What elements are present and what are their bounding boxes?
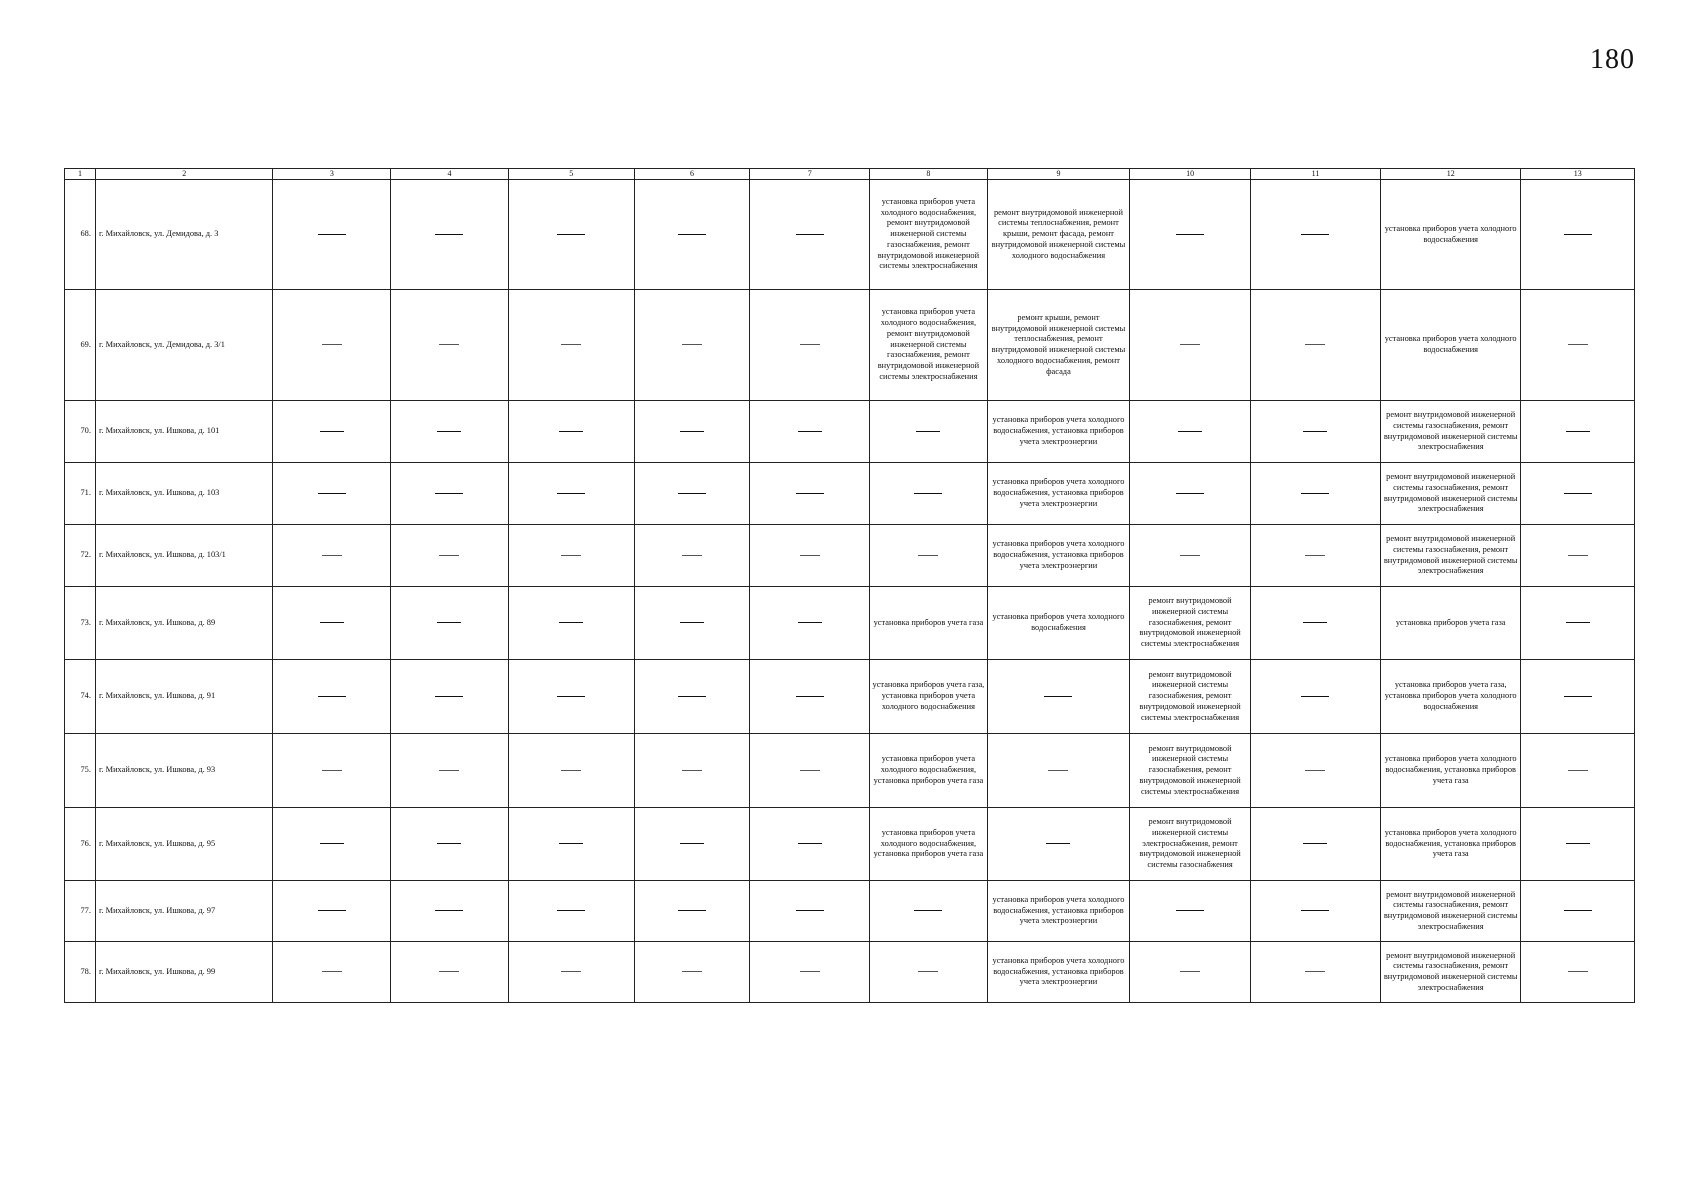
empty-dash-cell xyxy=(750,290,870,401)
empty-dash-cell xyxy=(273,734,391,808)
dash-mark xyxy=(561,344,581,345)
dash-mark xyxy=(1180,971,1200,972)
dash-mark xyxy=(320,431,344,432)
dash-mark xyxy=(918,555,938,556)
empty-dash-cell xyxy=(1521,401,1635,463)
table-row xyxy=(65,942,1635,1003)
column-header-6: 6 xyxy=(634,169,750,180)
address-cell: г. Михайловск, ул. Ишкова, д. 89 xyxy=(95,587,273,660)
empty-dash-cell xyxy=(750,881,870,942)
empty-dash-cell xyxy=(1130,180,1251,290)
address-cell: г. Михайловск, ул. Ишкова, д. 91 xyxy=(95,660,273,734)
dash-mark xyxy=(559,431,583,432)
dash-mark xyxy=(680,622,704,623)
dash-mark xyxy=(318,910,346,911)
dash-mark xyxy=(800,971,820,972)
row-number: 77. xyxy=(65,881,96,942)
dash-mark xyxy=(1305,344,1325,345)
page-number: 180 xyxy=(1590,44,1635,75)
address-cell: г. Михайловск, ул. Демидова, д. 3/1 xyxy=(95,290,273,401)
empty-dash-cell xyxy=(1130,525,1251,587)
dash-mark xyxy=(1044,696,1072,697)
address-cell: г. Михайловск, ул. Демидова, д. 3 xyxy=(95,180,273,290)
work-description-cell: ремонт внутридомовой инженерной системы газоснабжения, ремонт внутридомовой инженерной системы электроснабжения xyxy=(1381,463,1521,525)
empty-dash-cell xyxy=(273,587,391,660)
empty-dash-cell xyxy=(634,734,750,808)
dash-mark xyxy=(1305,555,1325,556)
table-row xyxy=(65,401,1635,463)
empty-dash-cell xyxy=(273,290,391,401)
empty-dash-cell xyxy=(1521,734,1635,808)
row-number: 70. xyxy=(65,401,96,463)
work-description-cell: установка приборов учета холодного водоснабжения, установка приборов учета электроэнергии xyxy=(987,525,1129,587)
dash-mark xyxy=(437,843,461,844)
empty-dash-cell xyxy=(1521,463,1635,525)
dash-mark xyxy=(800,344,820,345)
empty-dash-cell xyxy=(391,808,509,881)
dash-mark xyxy=(798,431,822,432)
empty-dash-cell xyxy=(1521,942,1635,1003)
empty-dash-cell xyxy=(750,734,870,808)
empty-dash-cell xyxy=(634,290,750,401)
dash-mark xyxy=(320,843,344,844)
table-row xyxy=(65,587,1635,660)
work-description-cell: установка приборов учета холодного водоснабжения, установка приборов учета газа xyxy=(870,808,988,881)
work-description-cell: ремонт внутридомовой инженерной системы электроснабжения, ремонт внутридомовой инженерной системы газоснабжения xyxy=(1130,808,1251,881)
empty-dash-cell xyxy=(870,525,988,587)
empty-dash-cell xyxy=(1250,401,1380,463)
empty-dash-cell xyxy=(1250,290,1380,401)
table-row xyxy=(65,881,1635,942)
empty-dash-cell xyxy=(987,734,1129,808)
dash-mark xyxy=(1568,971,1588,972)
dash-mark xyxy=(1303,843,1327,844)
dash-mark xyxy=(435,493,463,494)
dash-mark xyxy=(682,344,702,345)
work-description-cell: установка приборов учета газа xyxy=(1381,587,1521,660)
row-number: 69. xyxy=(65,290,96,401)
empty-dash-cell xyxy=(750,660,870,734)
dash-mark xyxy=(1303,622,1327,623)
dash-mark xyxy=(1568,555,1588,556)
empty-dash-cell xyxy=(1130,290,1251,401)
empty-dash-cell xyxy=(1521,881,1635,942)
row-number: 75. xyxy=(65,734,96,808)
empty-dash-cell xyxy=(750,587,870,660)
work-description-cell: установка приборов учета холодного водоснабжения, установка приборов учета газа xyxy=(1381,808,1521,881)
empty-dash-cell xyxy=(391,881,509,942)
empty-dash-cell xyxy=(508,660,634,734)
empty-dash-cell xyxy=(1521,660,1635,734)
empty-dash-cell xyxy=(391,660,509,734)
empty-dash-cell xyxy=(508,881,634,942)
dash-mark xyxy=(1180,344,1200,345)
dash-mark xyxy=(561,770,581,771)
dash-mark xyxy=(318,234,346,235)
row-number: 72. xyxy=(65,525,96,587)
empty-dash-cell xyxy=(273,401,391,463)
dash-mark xyxy=(439,344,459,345)
repair-schedule-table xyxy=(64,168,1635,1003)
dash-mark xyxy=(559,622,583,623)
empty-dash-cell xyxy=(1250,180,1380,290)
dash-mark xyxy=(561,555,581,556)
column-header-12: 12 xyxy=(1381,169,1521,180)
empty-dash-cell xyxy=(391,587,509,660)
dash-mark xyxy=(914,493,942,494)
column-header-13: 13 xyxy=(1521,169,1635,180)
address-cell: г. Михайловск, ул. Ишкова, д. 93 xyxy=(95,734,273,808)
dash-mark xyxy=(322,555,342,556)
empty-dash-cell xyxy=(508,525,634,587)
empty-dash-cell xyxy=(634,525,750,587)
empty-dash-cell xyxy=(1130,881,1251,942)
dash-mark xyxy=(1303,431,1327,432)
table-row xyxy=(65,660,1635,734)
work-description-cell: установка приборов учета холодного водоснабжения, установка приборов учета газа xyxy=(870,734,988,808)
work-description-cell: установка приборов учета газа, установка приборов учета холодного водоснабжения xyxy=(1381,660,1521,734)
column-header-10: 10 xyxy=(1130,169,1251,180)
empty-dash-cell xyxy=(1130,463,1251,525)
column-header-7: 7 xyxy=(750,169,870,180)
work-description-cell: ремонт внутридомовой инженерной системы газоснабжения, ремонт внутридомовой инженерной системы электроснабжения xyxy=(1381,401,1521,463)
empty-dash-cell xyxy=(508,180,634,290)
empty-dash-cell xyxy=(1521,290,1635,401)
empty-dash-cell xyxy=(508,942,634,1003)
empty-dash-cell xyxy=(987,660,1129,734)
table-row xyxy=(65,290,1635,401)
empty-dash-cell xyxy=(508,290,634,401)
row-number: 71. xyxy=(65,463,96,525)
empty-dash-cell xyxy=(391,942,509,1003)
address-cell: г. Михайловск, ул. Ишкова, д. 103/1 xyxy=(95,525,273,587)
empty-dash-cell xyxy=(750,525,870,587)
empty-dash-cell xyxy=(1250,660,1380,734)
dash-mark xyxy=(682,770,702,771)
dash-mark xyxy=(439,555,459,556)
dash-mark xyxy=(1301,493,1329,494)
work-description-cell: установка приборов учета газа xyxy=(870,587,988,660)
dash-mark xyxy=(557,493,585,494)
dash-mark xyxy=(322,770,342,771)
empty-dash-cell xyxy=(870,881,988,942)
address-cell: г. Михайловск, ул. Ишкова, д. 103 xyxy=(95,463,273,525)
dash-mark xyxy=(678,234,706,235)
work-description-cell: ремонт внутридомовой инженерной системы газоснабжения, ремонт внутридомовой инженерной системы электроснабжения xyxy=(1381,942,1521,1003)
empty-dash-cell xyxy=(1521,525,1635,587)
empty-dash-cell xyxy=(508,734,634,808)
empty-dash-cell xyxy=(273,808,391,881)
empty-dash-cell xyxy=(391,180,509,290)
dash-mark xyxy=(1564,493,1592,494)
empty-dash-cell xyxy=(634,942,750,1003)
dash-mark xyxy=(1176,493,1204,494)
dash-mark xyxy=(435,910,463,911)
column-header-11: 11 xyxy=(1250,169,1380,180)
work-description-cell: установка приборов учета холодного водоснабжения xyxy=(1381,290,1521,401)
dash-mark xyxy=(439,770,459,771)
empty-dash-cell xyxy=(1250,525,1380,587)
dash-mark xyxy=(682,971,702,972)
dash-mark xyxy=(1180,555,1200,556)
table-row xyxy=(65,463,1635,525)
empty-dash-cell xyxy=(273,180,391,290)
empty-dash-cell xyxy=(273,463,391,525)
dash-mark xyxy=(914,910,942,911)
work-description-cell: установка приборов учета холодного водоснабжения xyxy=(1381,180,1521,290)
dash-mark xyxy=(1176,234,1204,235)
column-number-row xyxy=(65,169,1635,180)
dash-mark xyxy=(678,696,706,697)
empty-dash-cell xyxy=(750,463,870,525)
empty-dash-cell xyxy=(634,881,750,942)
table-row xyxy=(65,180,1635,290)
empty-dash-cell xyxy=(1521,587,1635,660)
work-description-cell: ремонт внутридомовой инженерной системы газоснабжения, ремонт внутридомовой инженерной системы электроснабжения xyxy=(1381,881,1521,942)
dash-mark xyxy=(798,843,822,844)
empty-dash-cell xyxy=(508,587,634,660)
empty-dash-cell xyxy=(750,942,870,1003)
dash-mark xyxy=(557,696,585,697)
work-description-cell: установка приборов учета холодного водоснабжения, установка приборов учета электроэнергии xyxy=(987,881,1129,942)
dash-mark xyxy=(1048,770,1068,771)
work-description-cell: установка приборов учета холодного водоснабжения xyxy=(987,587,1129,660)
work-description-cell: установка приборов учета газа, установка приборов учета холодного водоснабжения xyxy=(870,660,988,734)
dash-mark xyxy=(1176,910,1204,911)
work-description-cell: установка приборов учета холодного водоснабжения, установка приборов учета электроэнергии xyxy=(987,942,1129,1003)
dash-mark xyxy=(437,622,461,623)
empty-dash-cell xyxy=(987,808,1129,881)
dash-mark xyxy=(796,910,824,911)
column-header-1: 1 xyxy=(65,169,96,180)
work-description-cell: ремонт внутридомовой инженерной системы газоснабжения, ремонт внутридомовой инженерной системы электроснабжения xyxy=(1130,734,1251,808)
dash-mark xyxy=(1566,843,1590,844)
dash-mark xyxy=(680,431,704,432)
dash-mark xyxy=(1568,770,1588,771)
dash-mark xyxy=(1564,910,1592,911)
dash-mark xyxy=(678,493,706,494)
dash-mark xyxy=(559,843,583,844)
address-cell: г. Михайловск, ул. Ишкова, д. 97 xyxy=(95,881,273,942)
work-description-cell: установка приборов учета холодного водоснабжения, установка приборов учета электроэнергии xyxy=(987,401,1129,463)
empty-dash-cell xyxy=(634,587,750,660)
empty-dash-cell xyxy=(1521,808,1635,881)
dash-mark xyxy=(796,696,824,697)
dash-mark xyxy=(1305,971,1325,972)
column-header-3: 3 xyxy=(273,169,391,180)
address-cell: г. Михайловск, ул. Ишкова, д. 101 xyxy=(95,401,273,463)
dash-mark xyxy=(1301,696,1329,697)
dash-mark xyxy=(322,344,342,345)
dash-mark xyxy=(1305,770,1325,771)
empty-dash-cell xyxy=(750,180,870,290)
empty-dash-cell xyxy=(508,463,634,525)
dash-mark xyxy=(1301,234,1329,235)
empty-dash-cell xyxy=(1130,401,1251,463)
column-header-8: 8 xyxy=(870,169,988,180)
table-row xyxy=(65,525,1635,587)
work-description-cell: установка приборов учета холодного водоснабжения, ремонт внутридомовой инженерной системы газоснабжения, ремонт внутридомовой инженерной системы электроснабжения xyxy=(870,180,988,290)
dash-mark xyxy=(800,770,820,771)
empty-dash-cell xyxy=(634,180,750,290)
empty-dash-cell xyxy=(870,942,988,1003)
empty-dash-cell xyxy=(273,881,391,942)
dash-mark xyxy=(318,696,346,697)
empty-dash-cell xyxy=(273,660,391,734)
dash-mark xyxy=(1566,622,1590,623)
empty-dash-cell xyxy=(1250,942,1380,1003)
table-row xyxy=(65,734,1635,808)
dash-mark xyxy=(318,493,346,494)
work-description-cell: установка приборов учета холодного водоснабжения, ремонт внутридомовой инженерной системы газоснабжения, ремонт внутридомовой инженерной системы электроснабжения xyxy=(870,290,988,401)
empty-dash-cell xyxy=(273,525,391,587)
empty-dash-cell xyxy=(391,525,509,587)
dash-mark xyxy=(439,971,459,972)
column-header-5: 5 xyxy=(508,169,634,180)
empty-dash-cell xyxy=(391,463,509,525)
dash-mark xyxy=(1564,696,1592,697)
dash-mark xyxy=(796,493,824,494)
empty-dash-cell xyxy=(391,290,509,401)
dash-mark xyxy=(918,971,938,972)
work-description-cell: установка приборов учета холодного водоснабжения, установка приборов учета газа xyxy=(1381,734,1521,808)
dash-mark xyxy=(1301,910,1329,911)
empty-dash-cell xyxy=(1130,942,1251,1003)
empty-dash-cell xyxy=(1250,881,1380,942)
work-description-cell: ремонт крыши, ремонт внутридомовой инженерной системы теплоснабжения, ремонт внутридомовой инженерной системы холодного водоснабжения, ремонт фасада xyxy=(987,290,1129,401)
empty-dash-cell xyxy=(1250,734,1380,808)
address-cell: г. Михайловск, ул. Ишкова, д. 99 xyxy=(95,942,273,1003)
empty-dash-cell xyxy=(1250,587,1380,660)
empty-dash-cell xyxy=(750,401,870,463)
dash-mark xyxy=(680,843,704,844)
work-description-cell: ремонт внутридомовой инженерной системы газоснабжения, ремонт внутридомовой инженерной системы электроснабжения xyxy=(1130,587,1251,660)
dash-mark xyxy=(557,910,585,911)
dash-mark xyxy=(1566,431,1590,432)
column-header-4: 4 xyxy=(391,169,509,180)
dash-mark xyxy=(1568,344,1588,345)
empty-dash-cell xyxy=(634,808,750,881)
empty-dash-cell xyxy=(1521,180,1635,290)
row-number: 78. xyxy=(65,942,96,1003)
empty-dash-cell xyxy=(391,401,509,463)
empty-dash-cell xyxy=(1250,463,1380,525)
work-description-cell: установка приборов учета холодного водоснабжения, установка приборов учета электроэнергии xyxy=(987,463,1129,525)
dash-mark xyxy=(437,431,461,432)
column-header-2: 2 xyxy=(95,169,273,180)
dash-mark xyxy=(320,622,344,623)
dash-mark xyxy=(916,431,940,432)
empty-dash-cell xyxy=(391,734,509,808)
empty-dash-cell xyxy=(750,808,870,881)
row-number: 73. xyxy=(65,587,96,660)
dash-mark xyxy=(1046,843,1070,844)
empty-dash-cell xyxy=(634,463,750,525)
empty-dash-cell xyxy=(634,401,750,463)
row-number: 74. xyxy=(65,660,96,734)
empty-dash-cell xyxy=(870,401,988,463)
dash-mark xyxy=(322,971,342,972)
dash-mark xyxy=(557,234,585,235)
empty-dash-cell xyxy=(1250,808,1380,881)
dash-mark xyxy=(1564,234,1592,235)
row-number: 68. xyxy=(65,180,96,290)
work-description-cell: ремонт внутридомовой инженерной системы теплоснабжения, ремонт крыши, ремонт фасада, ремонт внутридомовой инженерной системы холодного водоснабжения xyxy=(987,180,1129,290)
dash-mark xyxy=(435,696,463,697)
column-header-9: 9 xyxy=(987,169,1129,180)
dash-mark xyxy=(800,555,820,556)
dash-mark xyxy=(678,910,706,911)
empty-dash-cell xyxy=(273,942,391,1003)
empty-dash-cell xyxy=(508,401,634,463)
work-description-cell: ремонт внутридомовой инженерной системы газоснабжения, ремонт внутридомовой инженерной системы электроснабжения xyxy=(1381,525,1521,587)
work-description-cell: ремонт внутридомовой инженерной системы газоснабжения, ремонт внутридомовой инженерной системы электроснабжения xyxy=(1130,660,1251,734)
address-cell: г. Михайловск, ул. Ишкова, д. 95 xyxy=(95,808,273,881)
row-number: 76. xyxy=(65,808,96,881)
empty-dash-cell xyxy=(634,660,750,734)
table-row xyxy=(65,808,1635,881)
empty-dash-cell xyxy=(508,808,634,881)
dash-mark xyxy=(796,234,824,235)
dash-mark xyxy=(798,622,822,623)
empty-dash-cell xyxy=(870,463,988,525)
dash-mark xyxy=(561,971,581,972)
dash-mark xyxy=(682,555,702,556)
dash-mark xyxy=(435,234,463,235)
dash-mark xyxy=(1178,431,1202,432)
